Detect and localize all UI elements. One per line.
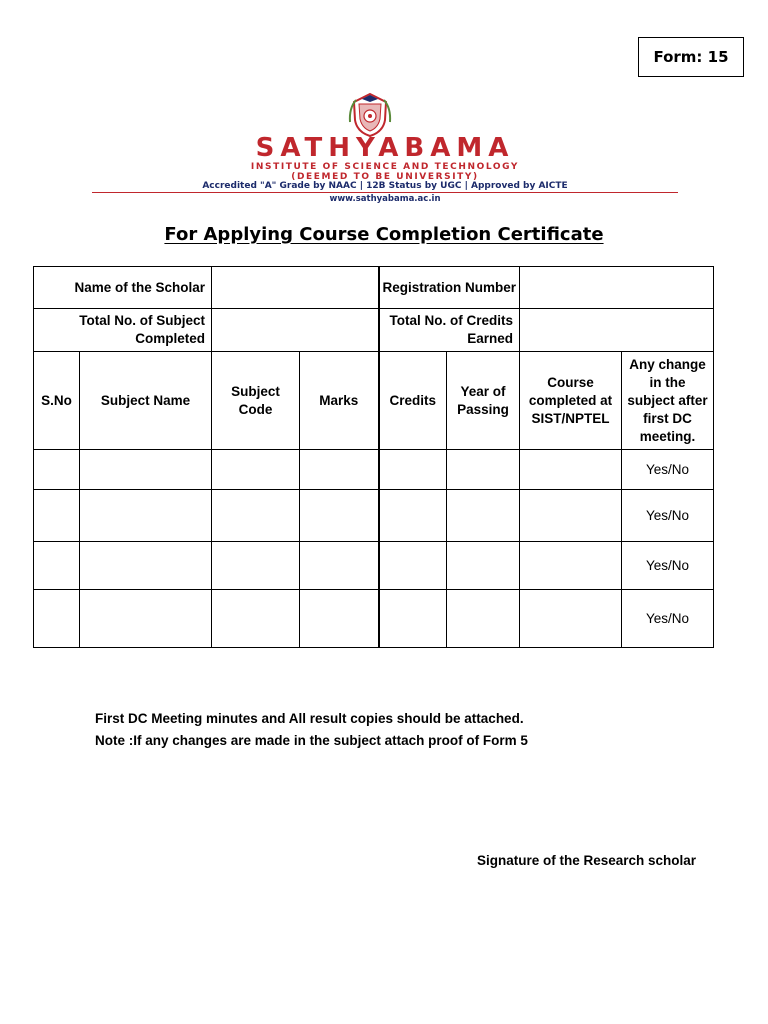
registration-number-field[interactable] (520, 267, 714, 309)
form-number-box: Form: 15 (638, 37, 744, 77)
credits-earned-label: Total No. of Credits Earned (379, 309, 520, 352)
header-divider (92, 192, 678, 193)
scholar-name-row (34, 267, 714, 309)
subjects-completed-field[interactable] (212, 309, 379, 352)
scholar-name-field[interactable] (212, 267, 379, 309)
sno-cell[interactable] (34, 450, 80, 490)
course-completed-cell[interactable] (520, 542, 622, 590)
change-cell[interactable]: Yes/No (622, 542, 714, 590)
year-of-passing-cell[interactable] (447, 490, 520, 542)
marks-cell[interactable] (300, 450, 379, 490)
col-header-year-of-passing: Year of Passing (447, 352, 520, 450)
change-cell[interactable]: Yes/No (622, 450, 714, 490)
subject-name-cell[interactable] (80, 542, 212, 590)
year-of-passing-cell[interactable] (447, 590, 520, 648)
note-attachments: First DC Meeting minutes and All result copies should be attached. (95, 711, 524, 726)
institution-website: www.sathyabama.ac.in (329, 194, 441, 204)
totals-row (34, 309, 714, 352)
col-header-course-completed: Course completed at SIST/NPTEL (520, 352, 622, 450)
course-completed-cell[interactable] (520, 450, 622, 490)
sno-cell[interactable] (34, 590, 80, 648)
sno-cell[interactable] (34, 490, 80, 542)
registration-number-label: Registration Number (379, 267, 520, 309)
table-row (34, 542, 714, 590)
marks-cell[interactable] (300, 590, 379, 648)
form-title: For Applying Course Completion Certificate (164, 224, 604, 245)
marks-cell[interactable] (300, 542, 379, 590)
note-form-5: Note :If any changes are made in the subject attach proof of Form 5 (95, 733, 528, 748)
institution-name: SATHYABAMA (255, 133, 515, 163)
subject-name-cell[interactable] (80, 490, 212, 542)
change-cell[interactable]: Yes/No (622, 590, 714, 648)
signature-label: Signature of the Research scholar (477, 853, 697, 868)
col-header-subject-code: Subject Code (212, 352, 300, 450)
course-completed-cell[interactable] (520, 590, 622, 648)
credits-cell[interactable] (379, 590, 447, 648)
scholar-name-label: Name of the Scholar (34, 267, 212, 309)
marks-cell[interactable] (300, 490, 379, 542)
sno-cell[interactable] (34, 542, 80, 590)
table-header-row (34, 352, 714, 450)
institution-accreditation: Accredited "A" Grade by NAAC | 12B Status by UGC | Approved by AICTE (202, 181, 568, 191)
subjects-completed-label: Total No. of Subject Completed (34, 309, 212, 352)
credits-cell[interactable] (379, 450, 447, 490)
year-of-passing-cell[interactable] (447, 450, 520, 490)
subject-code-cell[interactable] (212, 450, 300, 490)
credits-cell[interactable] (379, 542, 447, 590)
col-header-marks: Marks (300, 352, 379, 450)
col-header-credits: Credits (379, 352, 447, 450)
subject-code-cell[interactable] (212, 590, 300, 648)
credits-earned-field[interactable] (520, 309, 714, 352)
col-header-subject-name: Subject Name (80, 352, 212, 450)
subject-name-cell[interactable] (80, 590, 212, 648)
table-row (34, 590, 714, 648)
col-header-any-change: Any change in the subject after first DC meeting. (622, 352, 714, 450)
course-completed-cell[interactable] (520, 490, 622, 542)
institution-header (90, 92, 680, 204)
table-row (34, 450, 714, 490)
institution-status: (DEEMED TO BE UNIVERSITY) (291, 172, 479, 182)
subject-code-cell[interactable] (212, 490, 300, 542)
subject-code-cell[interactable] (212, 542, 300, 590)
change-cell[interactable]: Yes/No (622, 490, 714, 542)
table-row (34, 490, 714, 542)
subject-name-cell[interactable] (80, 450, 212, 490)
course-completion-table (33, 266, 714, 648)
university-emblem-icon (345, 92, 395, 138)
credits-cell[interactable] (379, 490, 447, 542)
col-header-sno: S.No (34, 352, 80, 450)
notes-block (95, 708, 528, 752)
year-of-passing-cell[interactable] (447, 542, 520, 590)
institution-subtitle: INSTITUTE OF SCIENCE AND TECHNOLOGY (250, 162, 520, 172)
